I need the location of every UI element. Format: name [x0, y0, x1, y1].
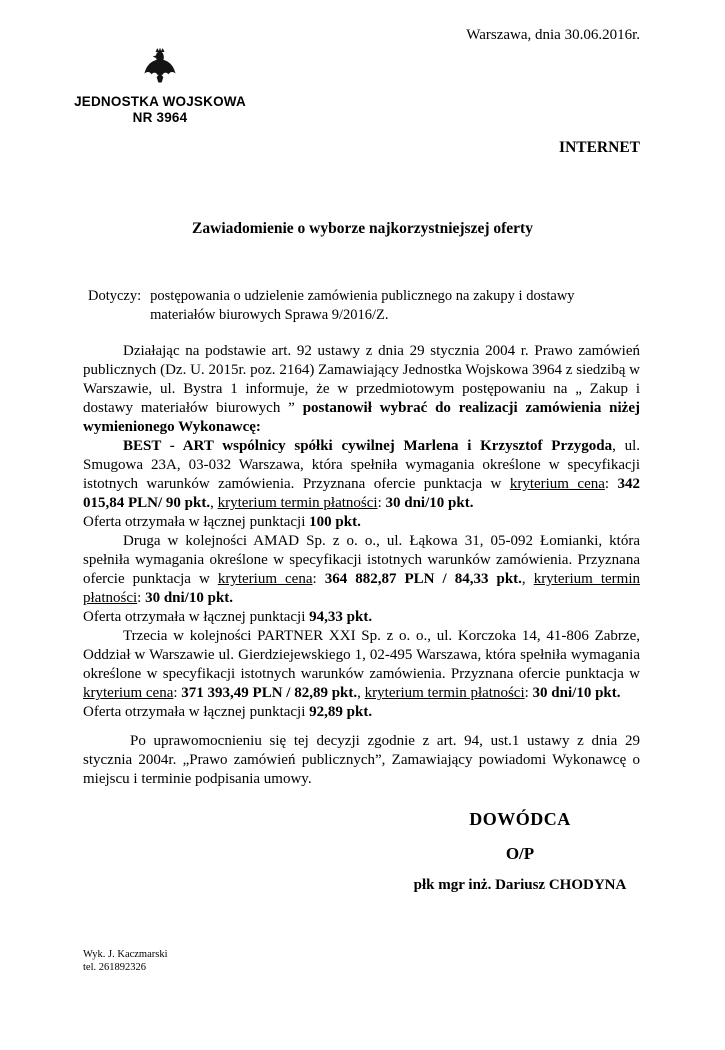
legal-basis-paragraph: Działając na podstawie art. 92 ustawy z dnia 29 stycznia 2004 r. Prawo zamówień publicznych (Dz. U. 2015r. poz. 2164) Zamawiający Jednostka Wojskowa 3964 z siedzibą w Warszawie, ul. Bystra 1 informuje, że w przedmiotowym postępowaniu na „ Zakup i dostawy materiałów biurowych ” postanowił wybrać do realizacji zamówienia niżej wymienionego Wykonawcę: [83, 343, 640, 435]
date-place-line: Warszawa, dnia 30.06.2016r. [466, 27, 640, 43]
winner-total-score-line: Oferta otrzymała w łącznej punktacji 100 pkt. [83, 514, 361, 530]
signature-block [400, 807, 640, 895]
closing-paragraph: Po uprawomocnieniu się tej decyzji zgodnie z art. 94, ust.1 ustawy z dnia 29 stycznia 2004r. „Prawo zamówień publicznych”, Zamawiający powiadomi Wykonawcę o miejscu i terminie podpisania umowy. [83, 733, 640, 787]
third-total-score-line: Oferta otrzymała w łącznej punktacji 92,89 pkt. [83, 704, 373, 720]
clerk-footer [83, 948, 168, 974]
second-offer-paragraph: Druga w kolejności AMAD Sp. z o. o., ul. Łąkowa 31, 05-092 Łomianki, która spełniła wymagania określone w specyfikacji istotnych warunków zamówienia. Przyznana ofercie punktacja w kryterium cena: 364 882,87 PLN / 84,33 pkt., kryterium termin płatności: 30 dni/10 pkt. [83, 533, 641, 606]
subject-block [88, 287, 645, 324]
letterhead [70, 47, 250, 126]
clerk-name: Wyk. J. Kaczmarski [83, 949, 168, 960]
letter-body [83, 342, 640, 789]
signer-org: O/P [505, 844, 535, 863]
official-letter-page [0, 26, 725, 1050]
subject-label: Dotyczy: [88, 288, 142, 304]
third-offer-paragraph: Trzecia w kolejności PARTNER XXI Sp. z o. o., ul. Korczoka 14, 41-806 Zabrze, Oddział w Warszawie ul. Gierdziejewskiego 1, 02-495 Warszawa, która spełniła wymagania określone w specyfikacji istotnych warunków zamówienia. Przyznana ofercie punktacja w kryterium cena: 371 393,49 PLN / 82,89 pkt., kryterium termin płatności: 30 dni/10 pkt. [83, 628, 640, 701]
distribution-channel-label: INTERNET [559, 139, 640, 156]
clerk-phone: tel. 261892326 [83, 962, 146, 973]
document-title: Zawiadomienie o wyborze najkorzystniejszej oferty [192, 220, 533, 237]
military-unit-name [70, 94, 250, 126]
winner-offer-paragraph: BEST - ART wspólnicy spółki cywilnej Marlena i Krzysztof Przygoda, ul. Smugowa 23A, 03-032 Warszawa, która spełniła wymagania określone w specyfikacji istotnych warunków zamówienia. Przyznana ofercie punktacja w kryterium cena: 342 015,84 PLN/ 90 pkt., kryterium termin płatności: 30 dni/10 pkt. [83, 438, 641, 511]
second-total-score-line: Oferta otrzymała w łącznej punktacji 94,33 pkt. [83, 609, 373, 625]
polish-eagle-emblem-icon [70, 47, 250, 92]
subject-text: postępowania o udzielenie zamówienia publicznego na zakupy i dostawy materiałów biurowych Sprawa 9/2016/Z. [150, 288, 575, 323]
signer-role: DOWÓDCA [469, 809, 571, 829]
unit-name-line2: NR 3964 [132, 110, 188, 125]
signer-name: płk mgr inż. Dariusz CHODYNA [413, 877, 627, 893]
unit-name-line1: JEDNOSTKA WOJSKOWA [74, 94, 246, 109]
